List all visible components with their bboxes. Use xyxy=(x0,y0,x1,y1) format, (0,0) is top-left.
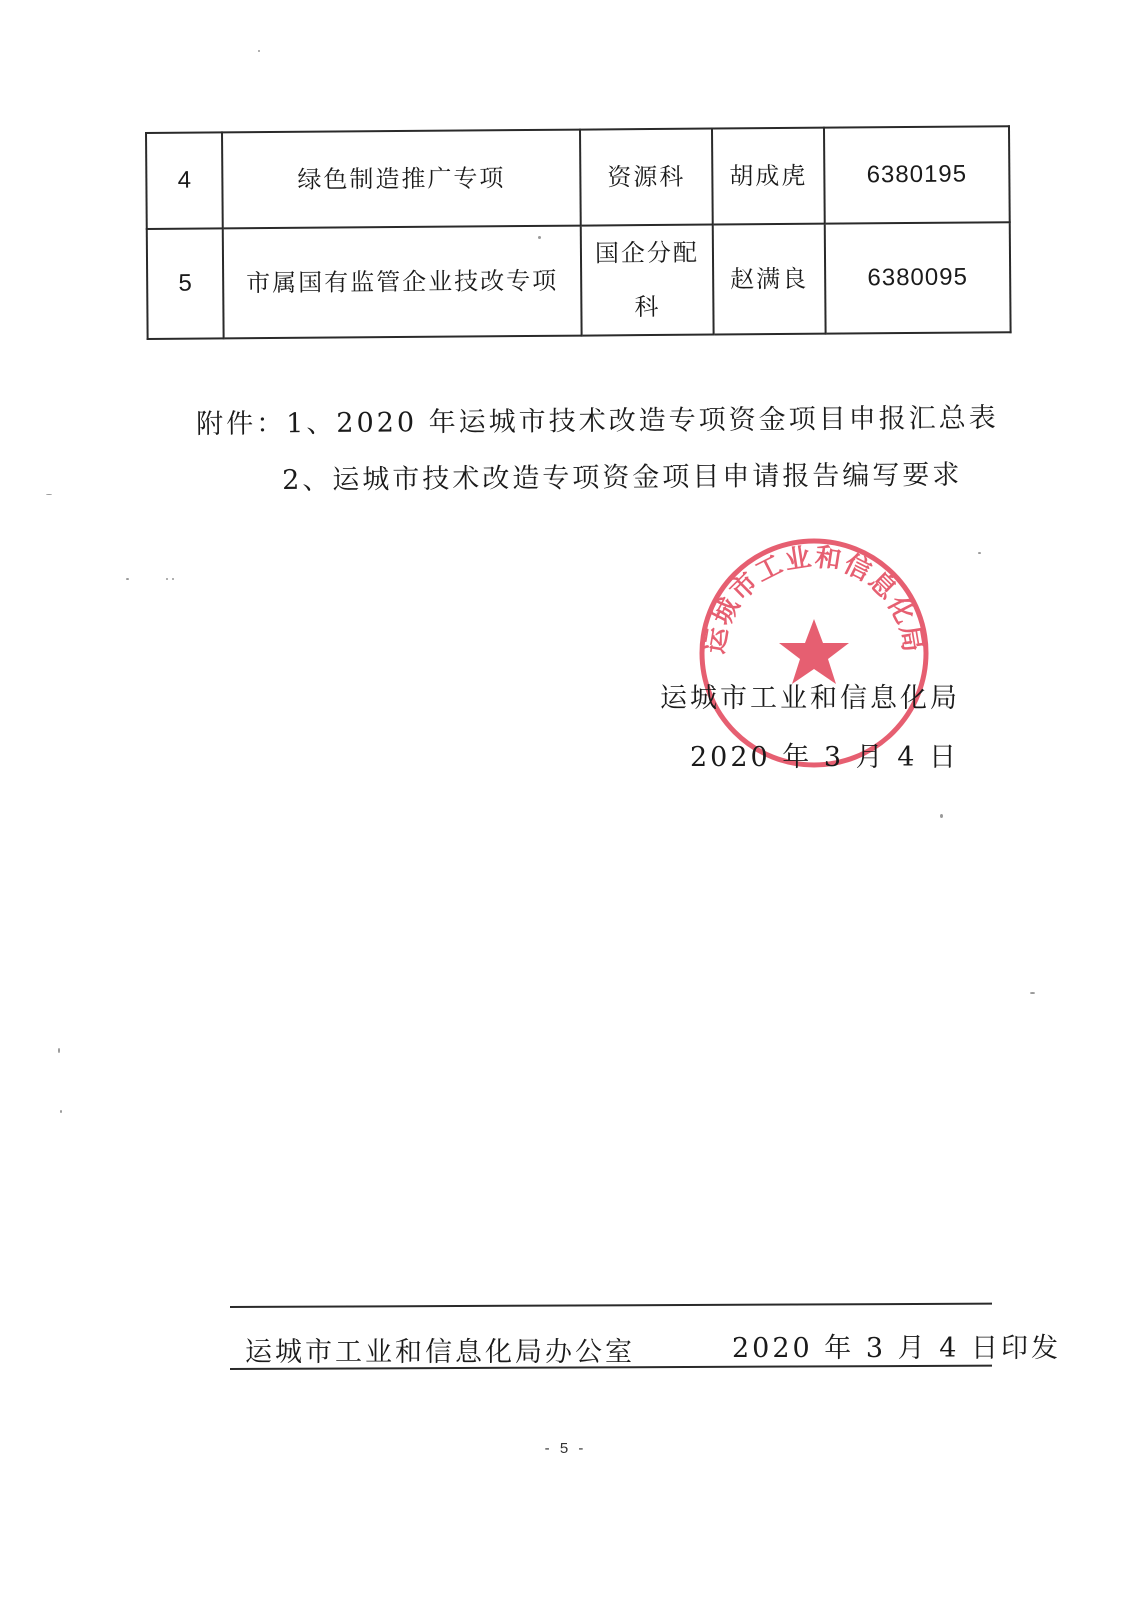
contact-phone: 6380195 xyxy=(824,126,1010,223)
signature-organization: 运城市工业和信息化局 xyxy=(660,683,960,714)
signature-date: 2020 年 3 月 4 日 xyxy=(690,742,959,773)
scan-speck xyxy=(978,552,981,554)
project-name: 绿色制造推广专项 xyxy=(222,130,581,229)
footer-rule-top xyxy=(230,1303,992,1308)
department: 国企分配科 xyxy=(594,238,700,322)
row-number: 4 xyxy=(146,132,223,229)
project-name: 市属国有监管企业技改专项 xyxy=(223,226,582,339)
attachment-item: 1、2020 年运城市技术改造专项资金项目申报汇总表 xyxy=(286,402,999,440)
scan-speck xyxy=(60,1110,62,1113)
department-cell xyxy=(581,225,714,336)
scan-speck xyxy=(46,494,52,495)
footer-issue-date: 2020 年 3 月 4 日印发 xyxy=(732,1333,1061,1364)
attachment-item: 2、运城市技术改造专项资金项目申请报告编写要求 xyxy=(282,459,963,496)
scan-speck xyxy=(940,814,943,818)
scan-speck xyxy=(538,236,541,239)
contact-phone: 6380095 xyxy=(825,222,1011,333)
star-icon xyxy=(779,619,849,684)
scan-speck xyxy=(172,578,174,580)
table-row xyxy=(147,222,1011,339)
seal-text: 运城市工业和信息化局 xyxy=(700,542,928,657)
row-number: 5 xyxy=(147,228,224,339)
scan-speck xyxy=(126,578,129,580)
attachment-line-2 xyxy=(282,453,962,497)
department: 资源科 xyxy=(580,129,713,226)
table-row xyxy=(146,126,1010,229)
scan-speck xyxy=(58,1048,60,1053)
scan-speck xyxy=(258,50,260,52)
contact-person: 赵满良 xyxy=(713,224,826,335)
attachment-label: 附件： xyxy=(196,408,287,440)
footer-issuer: 运城市工业和信息化局办公室 xyxy=(245,1337,635,1368)
scan-speck xyxy=(166,578,168,580)
contact-person: 胡成虎 xyxy=(712,128,825,225)
contact-table xyxy=(145,125,1012,340)
attachment-line-1 xyxy=(196,396,999,441)
page-number: - 5 - xyxy=(544,1440,587,1457)
scan-speck xyxy=(1030,992,1035,994)
